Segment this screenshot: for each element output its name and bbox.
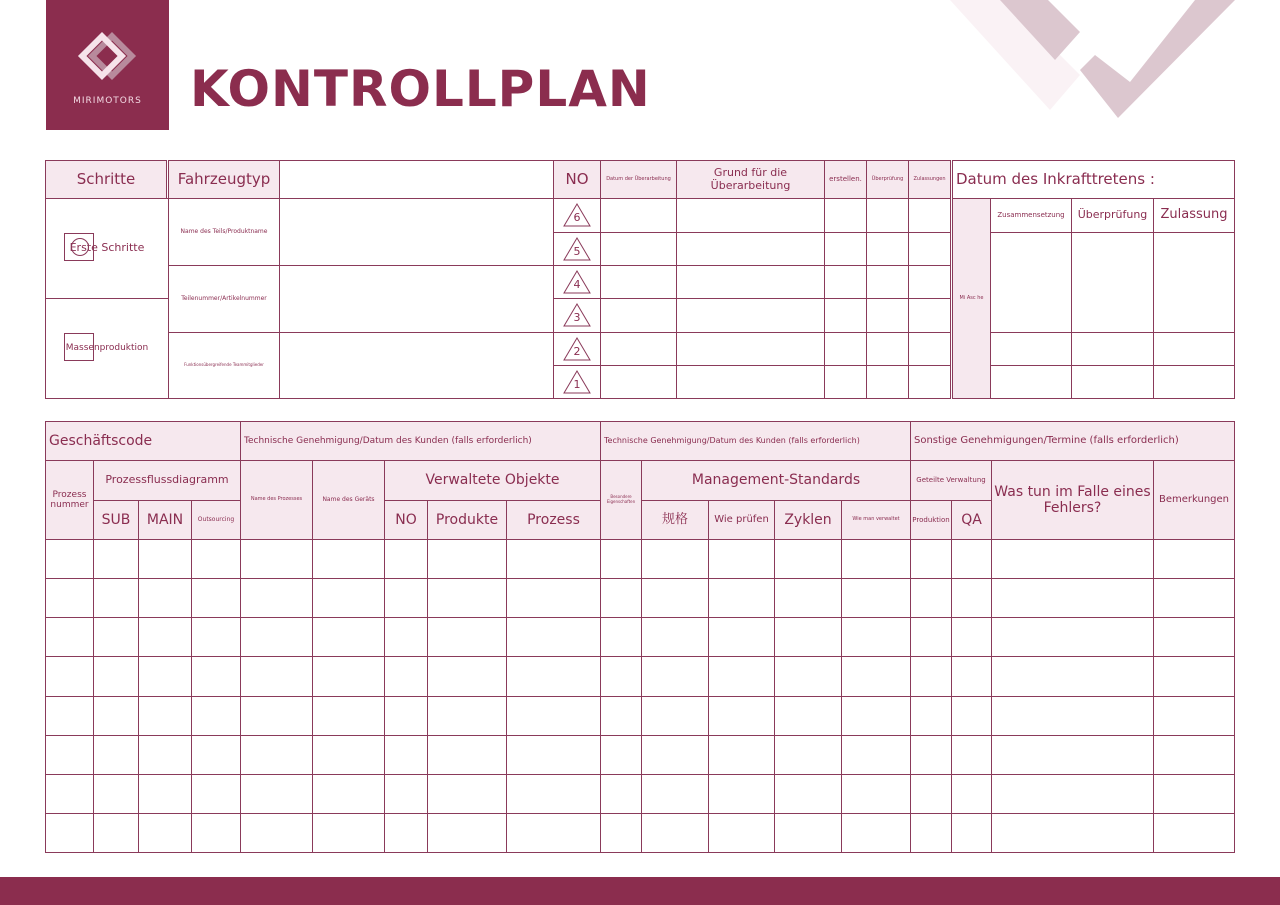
- data-cell[interactable]: [138, 539, 192, 579]
- revision-cell[interactable]: [676, 232, 825, 266]
- header-was-tun: Was tun im Falle eines Fehlers?: [991, 460, 1154, 540]
- data-cell[interactable]: [427, 539, 507, 579]
- revision-cell[interactable]: [600, 298, 677, 333]
- data-cell[interactable]: [312, 735, 385, 775]
- data-cell[interactable]: [45, 656, 94, 696]
- table-cell: [1071, 332, 1154, 366]
- fahrzeugtyp-field[interactable]: [279, 160, 554, 199]
- logo: [46, 0, 169, 130]
- data-cell[interactable]: [506, 656, 601, 696]
- revision-cell[interactable]: [824, 265, 867, 299]
- data-cell[interactable]: [138, 735, 192, 775]
- data-cell[interactable]: [1153, 656, 1235, 696]
- data-cell[interactable]: [774, 656, 842, 696]
- data-cell[interactable]: [991, 578, 1154, 618]
- data-cell[interactable]: [93, 539, 139, 579]
- data-cell[interactable]: [774, 774, 842, 814]
- header-erstellen: erstellen.: [824, 160, 867, 199]
- data-cell[interactable]: [240, 539, 313, 579]
- data-cell[interactable]: [641, 735, 709, 775]
- data-cell[interactable]: [1153, 578, 1235, 618]
- data-cell[interactable]: [191, 813, 241, 853]
- sign-ueberpruefung[interactable]: [1071, 232, 1154, 333]
- data-cell[interactable]: [641, 813, 709, 853]
- data-cell[interactable]: [93, 696, 139, 736]
- erste-schritte-checkbox[interactable]: [64, 233, 94, 261]
- data-cell[interactable]: [841, 813, 911, 853]
- data-cell[interactable]: [910, 539, 952, 579]
- data-cell[interactable]: [93, 578, 139, 618]
- data-cell[interactable]: [774, 578, 842, 618]
- revision-cell[interactable]: [600, 332, 677, 366]
- data-cell[interactable]: [600, 656, 642, 696]
- data-cell[interactable]: [93, 813, 139, 853]
- table-cell: [1071, 365, 1154, 399]
- data-cell[interactable]: [991, 617, 1154, 657]
- revision-cell[interactable]: [866, 298, 909, 333]
- data-cell[interactable]: [774, 539, 842, 579]
- data-cell[interactable]: [951, 617, 992, 657]
- data-cell[interactable]: [841, 578, 911, 618]
- data-cell[interactable]: [427, 774, 507, 814]
- data-cell[interactable]: [384, 696, 428, 736]
- label-team: Funktionsübergreifende Teammitglieder: [168, 332, 280, 399]
- data-cell[interactable]: [506, 813, 601, 853]
- header-schritte: Schritte: [45, 160, 167, 199]
- revision-cell[interactable]: [824, 332, 867, 366]
- header-sonstige: Sonstige Genehmigungen/Termine (falls erforderlich): [910, 421, 1235, 461]
- data-cell[interactable]: [191, 539, 241, 579]
- revision-cell[interactable]: [676, 332, 825, 366]
- data-cell[interactable]: [312, 578, 385, 618]
- revision-cell[interactable]: [600, 232, 677, 266]
- revision-cell[interactable]: [908, 365, 951, 399]
- data-cell[interactable]: [240, 735, 313, 775]
- revision-cell[interactable]: [600, 265, 677, 299]
- data-cell[interactable]: [600, 735, 642, 775]
- data-cell[interactable]: [1153, 696, 1235, 736]
- teilname-field[interactable]: [279, 198, 554, 266]
- data-cell[interactable]: [384, 617, 428, 657]
- header-name-geraet: Name des Geräts: [312, 460, 385, 540]
- revision-triangle-icon: [563, 203, 591, 227]
- data-cell[interactable]: [910, 813, 952, 853]
- data-cell[interactable]: [191, 617, 241, 657]
- header-besondere: Besondere Eigenschaften: [600, 460, 642, 540]
- data-cell[interactable]: [312, 656, 385, 696]
- data-cell[interactable]: [138, 774, 192, 814]
- revision-cell[interactable]: [824, 232, 867, 266]
- data-cell[interactable]: [641, 774, 709, 814]
- sign-zulassung[interactable]: [1153, 232, 1235, 333]
- revision-cell[interactable]: [600, 198, 677, 233]
- data-cell[interactable]: [641, 617, 709, 657]
- header-zyklen: Zyklen: [774, 500, 842, 540]
- header-geteilte: Geteilte Verwaltung: [910, 460, 992, 501]
- revision-triangle-icon: [563, 303, 591, 327]
- revision-number: 1: [573, 378, 581, 391]
- data-cell[interactable]: [841, 656, 911, 696]
- label-zusammensetzung: Zusammensetzung: [990, 198, 1072, 233]
- data-cell[interactable]: [708, 735, 775, 775]
- data-cell[interactable]: [951, 774, 992, 814]
- table-cell: [990, 365, 1072, 399]
- data-cell[interactable]: [506, 735, 601, 775]
- data-cell[interactable]: [191, 656, 241, 696]
- header-datum-inkraft: Datum des Inkrafttretens :: [952, 160, 1235, 199]
- data-cell[interactable]: [600, 774, 642, 814]
- data-cell[interactable]: [951, 696, 992, 736]
- revision-cell[interactable]: [824, 298, 867, 333]
- header-bemerkungen: Bemerkungen: [1153, 460, 1235, 540]
- header-qa: QA: [951, 500, 992, 540]
- header-name-prozess: Name des Prozesses: [240, 460, 313, 540]
- data-cell[interactable]: [841, 617, 911, 657]
- header-main: MAIN: [138, 500, 192, 540]
- data-cell[interactable]: [240, 656, 313, 696]
- data-cell[interactable]: [506, 539, 601, 579]
- revision-cell[interactable]: [908, 332, 951, 366]
- label-ueberpruefung: Überprüfung: [1071, 198, 1154, 233]
- revision-cell[interactable]: [824, 365, 867, 399]
- data-cell[interactable]: [312, 774, 385, 814]
- data-cell[interactable]: [45, 696, 94, 736]
- circle-icon: [71, 238, 89, 256]
- data-cell[interactable]: [45, 813, 94, 853]
- header-no2: NO: [384, 500, 428, 540]
- data-cell[interactable]: [427, 656, 507, 696]
- data-cell[interactable]: [138, 656, 192, 696]
- data-cell[interactable]: [774, 617, 842, 657]
- data-cell[interactable]: [708, 696, 775, 736]
- data-cell[interactable]: [93, 656, 139, 696]
- data-cell[interactable]: [191, 578, 241, 618]
- header-verwaltete: Verwaltete Objekte: [384, 460, 601, 501]
- header-grund: Grund für die Überarbeitung: [676, 160, 825, 199]
- data-cell[interactable]: [774, 735, 842, 775]
- data-cell[interactable]: [910, 696, 952, 736]
- header-prozess: Prozess: [506, 500, 601, 540]
- data-cell[interactable]: [312, 539, 385, 579]
- data-cell[interactable]: [506, 617, 601, 657]
- revision-cell[interactable]: [908, 265, 951, 299]
- data-cell[interactable]: [93, 617, 139, 657]
- data-cell[interactable]: [951, 656, 992, 696]
- data-cell[interactable]: [138, 696, 192, 736]
- data-cell[interactable]: [45, 617, 94, 657]
- revision-number: 6: [573, 211, 581, 224]
- data-cell[interactable]: [991, 656, 1154, 696]
- data-cell[interactable]: [600, 696, 642, 736]
- data-cell[interactable]: [600, 813, 642, 853]
- data-cell[interactable]: [191, 696, 241, 736]
- data-cell[interactable]: [427, 696, 507, 736]
- data-cell[interactable]: [1153, 774, 1235, 814]
- data-cell[interactable]: [384, 539, 428, 579]
- revision-cell[interactable]: [908, 298, 951, 333]
- footer-bar: [0, 877, 1280, 905]
- header-management: Management-Standards: [641, 460, 911, 501]
- revision-cell[interactable]: [676, 265, 825, 299]
- data-cell[interactable]: [93, 735, 139, 775]
- revision-cell[interactable]: [866, 365, 909, 399]
- data-cell[interactable]: [191, 735, 241, 775]
- data-cell[interactable]: [991, 696, 1154, 736]
- header-fahrzeugtyp: Fahrzeugtyp: [168, 160, 280, 199]
- revision-cell[interactable]: [676, 198, 825, 233]
- data-cell[interactable]: [991, 735, 1154, 775]
- data-cell[interactable]: [600, 617, 642, 657]
- massenproduktion-cell: Massenproduktion: [45, 298, 169, 399]
- data-cell[interactable]: [1153, 735, 1235, 775]
- data-cell[interactable]: [506, 774, 601, 814]
- data-cell[interactable]: [384, 813, 428, 853]
- header-ueberpruefung: Überprüfung: [866, 160, 909, 199]
- data-cell[interactable]: [774, 813, 842, 853]
- header-tech1: Technische Genehmigung/Datum des Kunden (falls erforderlich): [240, 421, 601, 461]
- data-cell[interactable]: [951, 578, 992, 618]
- header-prozessnummer: Prozess nummer: [45, 460, 94, 540]
- data-cell[interactable]: [708, 656, 775, 696]
- data-cell[interactable]: [951, 813, 992, 853]
- data-cell[interactable]: [384, 578, 428, 618]
- data-cell[interactable]: [910, 656, 952, 696]
- teilenummer-field[interactable]: [279, 265, 554, 333]
- data-cell[interactable]: [427, 735, 507, 775]
- revision-cell[interactable]: [600, 365, 677, 399]
- data-cell[interactable]: [708, 774, 775, 814]
- revision-triangle-icon: [563, 270, 591, 294]
- data-cell[interactable]: [93, 774, 139, 814]
- data-cell[interactable]: [45, 539, 94, 579]
- data-cell[interactable]: [951, 735, 992, 775]
- logo-text: MIRIMOTORS: [73, 96, 142, 106]
- data-cell[interactable]: [312, 617, 385, 657]
- data-cell[interactable]: [240, 813, 313, 853]
- revision-number: 2: [573, 345, 581, 358]
- data-cell[interactable]: [384, 656, 428, 696]
- data-cell[interactable]: [191, 774, 241, 814]
- table-cell: [990, 332, 1072, 366]
- data-cell[interactable]: [45, 578, 94, 618]
- data-cell[interactable]: [951, 539, 992, 579]
- revision-cell[interactable]: [866, 332, 909, 366]
- header-datum-ueberarbeitung: Datum der Überarbeitung: [600, 160, 677, 199]
- data-cell[interactable]: [708, 578, 775, 618]
- data-cell[interactable]: [1153, 539, 1235, 579]
- decorative-diamonds: [930, 0, 1280, 130]
- data-cell[interactable]: [841, 774, 911, 814]
- data-cell[interactable]: [841, 696, 911, 736]
- data-cell[interactable]: [45, 774, 94, 814]
- data-cell[interactable]: [138, 578, 192, 618]
- data-cell[interactable]: [991, 774, 1154, 814]
- revision-cell[interactable]: [824, 198, 867, 233]
- data-cell[interactable]: [312, 813, 385, 853]
- data-cell[interactable]: [427, 617, 507, 657]
- header-tech2: Technische Genehmigung/Datum des Kunden (falls erforderlich): [600, 421, 911, 461]
- revision-number: 4: [573, 278, 581, 291]
- revision-triangle-icon: [563, 337, 591, 361]
- sign-zusammensetzung[interactable]: [990, 232, 1072, 333]
- side-label-cell: Mi Asc he: [952, 198, 991, 399]
- revision-triangle-icon: [563, 370, 591, 394]
- revision-cell[interactable]: [866, 232, 909, 266]
- header-spec: 规格: [641, 500, 709, 540]
- label-zulassung: Zulassung: [1153, 198, 1235, 233]
- data-cell[interactable]: [641, 656, 709, 696]
- data-cell[interactable]: [427, 578, 507, 618]
- page-title: KONTROLLPLAN: [190, 60, 651, 118]
- data-cell[interactable]: [991, 539, 1154, 579]
- data-cell[interactable]: [641, 539, 709, 579]
- header-geschaeftscode: Geschäftscode: [45, 421, 241, 461]
- header-zulassungen: Zulassungen: [908, 160, 951, 199]
- data-cell[interactable]: [138, 617, 192, 657]
- revision-cell[interactable]: [908, 232, 951, 266]
- data-cell[interactable]: [910, 617, 952, 657]
- data-cell[interactable]: [1153, 813, 1235, 853]
- data-cell[interactable]: [240, 617, 313, 657]
- header-produktion: Produktion: [910, 500, 952, 540]
- data-cell[interactable]: [384, 774, 428, 814]
- data-cell[interactable]: [506, 696, 601, 736]
- data-cell[interactable]: [841, 735, 911, 775]
- team-field[interactable]: [279, 332, 554, 399]
- data-cell[interactable]: [708, 813, 775, 853]
- data-cell[interactable]: [641, 578, 709, 618]
- data-cell[interactable]: [991, 813, 1154, 853]
- data-cell[interactable]: [427, 813, 507, 853]
- data-cell[interactable]: [708, 539, 775, 579]
- data-cell[interactable]: [240, 696, 313, 736]
- table-cell: [1153, 365, 1235, 399]
- data-cell[interactable]: [600, 539, 642, 579]
- revision-triangle-icon: [563, 237, 591, 261]
- data-cell[interactable]: [841, 539, 911, 579]
- header-wie-pruefen: Wie prüfen: [708, 500, 775, 540]
- data-cell[interactable]: [384, 735, 428, 775]
- data-cell[interactable]: [506, 578, 601, 618]
- revision-cell[interactable]: [866, 198, 909, 233]
- label-teilenummer: Teilenummer/Artikelnummer: [168, 265, 280, 333]
- revision-number: 5: [573, 245, 581, 258]
- data-cell[interactable]: [45, 735, 94, 775]
- erste-schritte-cell: Erste Schritte: [45, 198, 169, 299]
- data-cell[interactable]: [910, 578, 952, 618]
- data-cell[interactable]: [312, 696, 385, 736]
- header-prozessfluss: Prozessflussdiagramm: [93, 460, 241, 501]
- header-sub: SUB: [93, 500, 139, 540]
- revision-cell[interactable]: [866, 265, 909, 299]
- revision-cell[interactable]: [676, 365, 825, 399]
- revision-cell[interactable]: [676, 298, 825, 333]
- data-cell[interactable]: [641, 696, 709, 736]
- data-cell[interactable]: [910, 774, 952, 814]
- data-cell[interactable]: [240, 578, 313, 618]
- data-cell[interactable]: [910, 735, 952, 775]
- table-cell: [1153, 332, 1235, 366]
- header-outsourcing: Outsourcing: [191, 500, 241, 540]
- header-wie-verwaltet: Wie man verwaltet: [841, 500, 911, 540]
- revision-cell[interactable]: [908, 198, 951, 233]
- data-cell[interactable]: [600, 578, 642, 618]
- revision-number: 3: [573, 311, 581, 324]
- data-cell[interactable]: [774, 696, 842, 736]
- header-produkte: Produkte: [427, 500, 507, 540]
- data-cell[interactable]: [240, 774, 313, 814]
- data-cell[interactable]: [138, 813, 192, 853]
- label-teilname: Name des Teils/Produktname: [168, 198, 280, 266]
- massenproduktion-checkbox[interactable]: [64, 333, 94, 361]
- header-no: NO: [553, 160, 601, 199]
- data-cell[interactable]: [708, 617, 775, 657]
- data-cell[interactable]: [1153, 617, 1235, 657]
- logo-diamond-icon: [46, 0, 169, 90]
